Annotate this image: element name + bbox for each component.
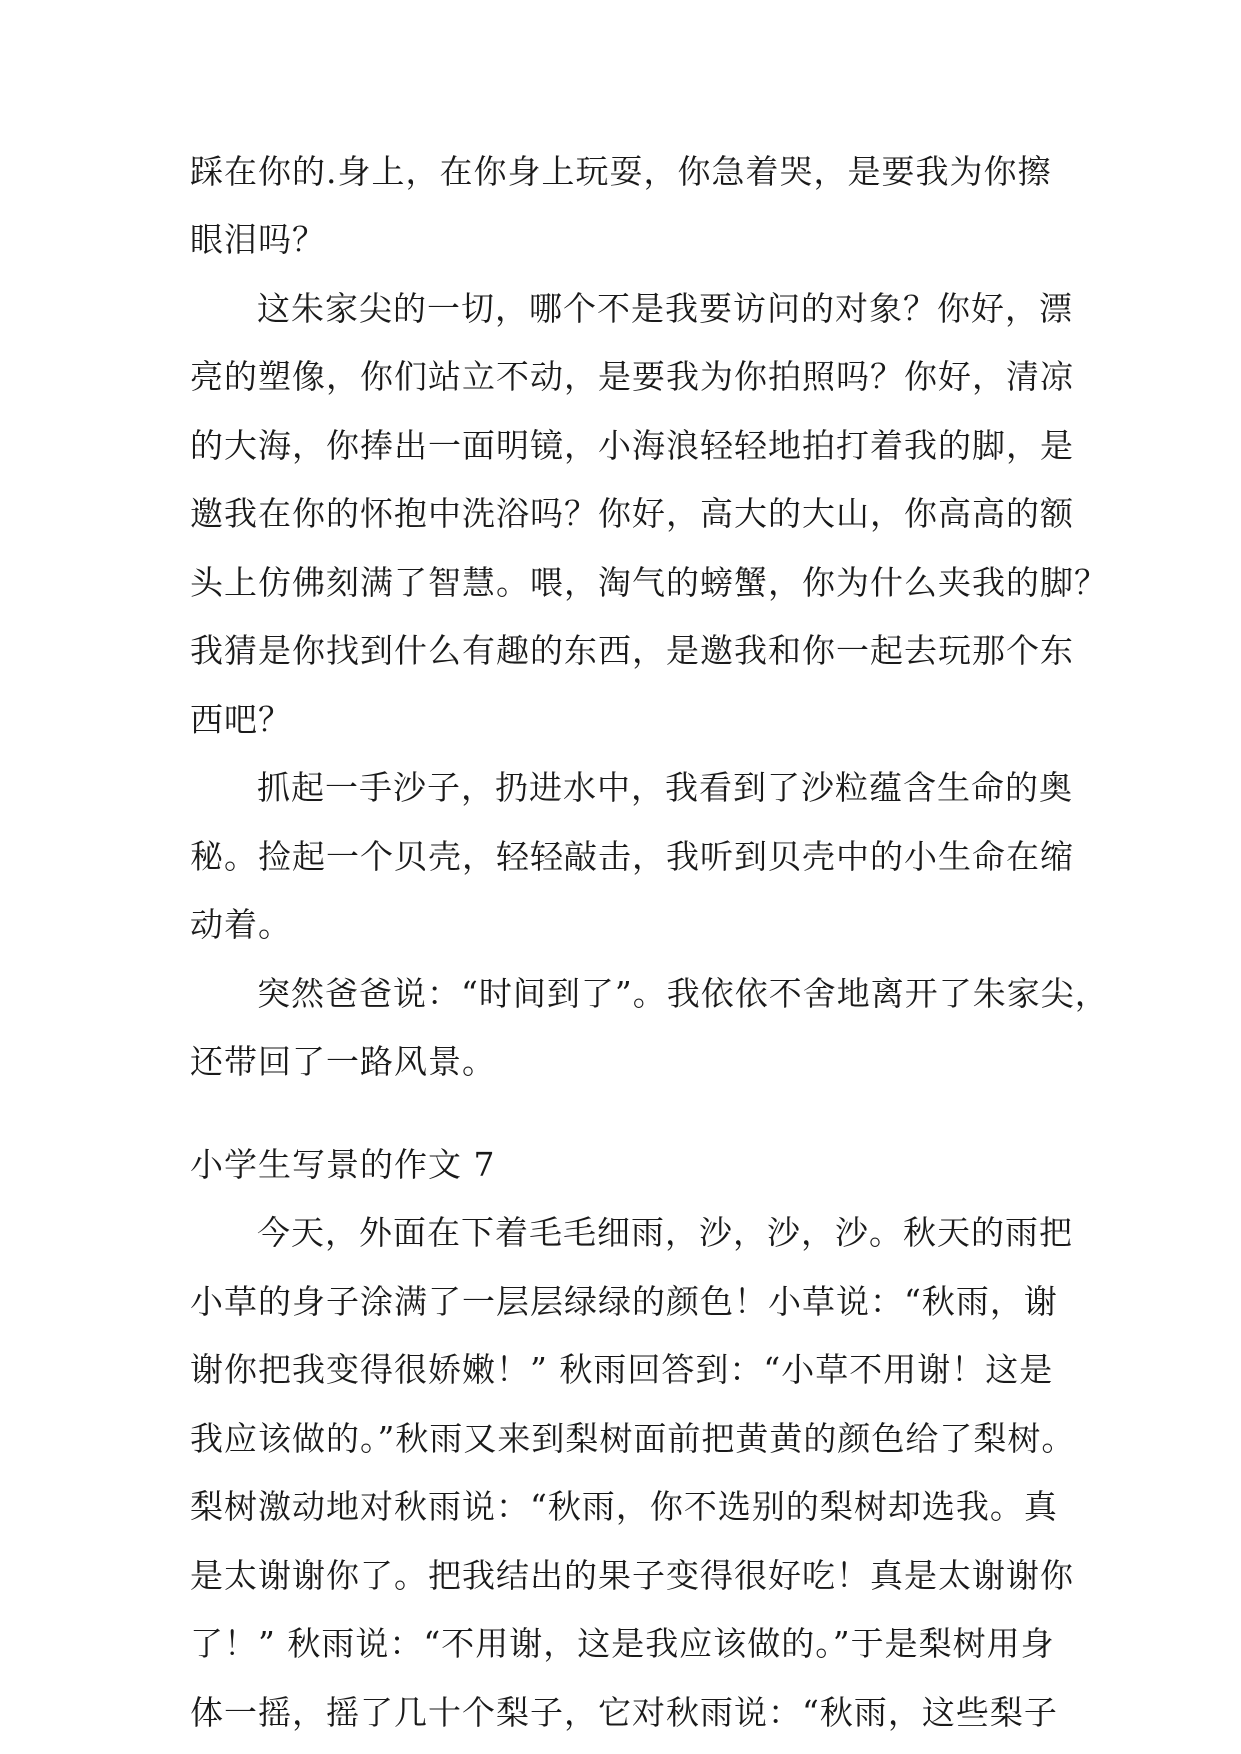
text-line: 了！” 秋雨说：“不用谢，这是我应该做的。”于是梨树用身 [190, 1624, 1055, 1663]
text-line: 邀我在你的怀抱中洗浴吗？你好，高大的大山，你高高的额 [190, 494, 1074, 533]
text-line: 头上仿佛刻满了智慧。喂，淘气的螃蟹，你为什么夹我的脚？ [190, 563, 1108, 602]
section-heading: 小学生写景的作文 7 [190, 1145, 496, 1184]
text-line: 我应该做的。”秋雨又来到梨树面前把黄黄的颜色给了梨树。 [190, 1419, 1076, 1458]
paragraph-start: 今天，外面在下着毛毛细雨，沙，沙，沙。秋天的雨把 [257, 1213, 1073, 1252]
text-line: 我猜是你找到什么有趣的东西，是邀我和你一起去玩那个东 [190, 631, 1074, 670]
text-line: 踩在你的.身上，在你身上玩耍，你急着哭，是要我为你擦 [190, 152, 1052, 191]
paragraph-start: 抓起一手沙子，扔进水中，我看到了沙粒蕴含生命的奥 [257, 768, 1073, 807]
text-line: 还带回了一路风景。 [190, 1042, 496, 1081]
text-line: 西吧？ [190, 700, 292, 739]
text-line: 小草的身子涂满了一层层绿绿的颜色！小草说：“秋雨，谢 [190, 1282, 1058, 1321]
text-line: 亮的塑像，你们站立不动，是要我为你拍照吗？你好，清凉 [190, 357, 1074, 396]
text-line: 秘。捡起一个贝壳，轻轻敲击，我听到贝壳中的小生命在缩 [190, 837, 1074, 876]
text-line: 体一摇，摇了几十个梨子，它对秋雨说：“秋雨，这些梨子 [190, 1693, 1058, 1732]
text-line: 谢你把我变得很娇嫩！” 秋雨回答到：“小草不用谢！这是 [190, 1350, 1054, 1389]
text-line: 眼泪吗？ [190, 220, 326, 259]
text-line: 是太谢谢你了。把我结出的果子变得很好吃！真是太谢谢你 [190, 1556, 1074, 1595]
text-line: 的大海，你捧出一面明镜，小海浪轻轻地拍打着我的脚，是 [190, 426, 1074, 465]
paragraph-start: 这朱家尖的一切，哪个不是我要访问的对象？你好，漂 [257, 289, 1073, 328]
paragraph-start: 突然爸爸说：“时间到了”。我依依不舍地离开了朱家尖， [257, 974, 1109, 1013]
text-line: 动着。 [190, 905, 292, 944]
text-line: 梨树激动地对秋雨说：“秋雨，你不选别的梨树却选我。真 [190, 1487, 1058, 1526]
